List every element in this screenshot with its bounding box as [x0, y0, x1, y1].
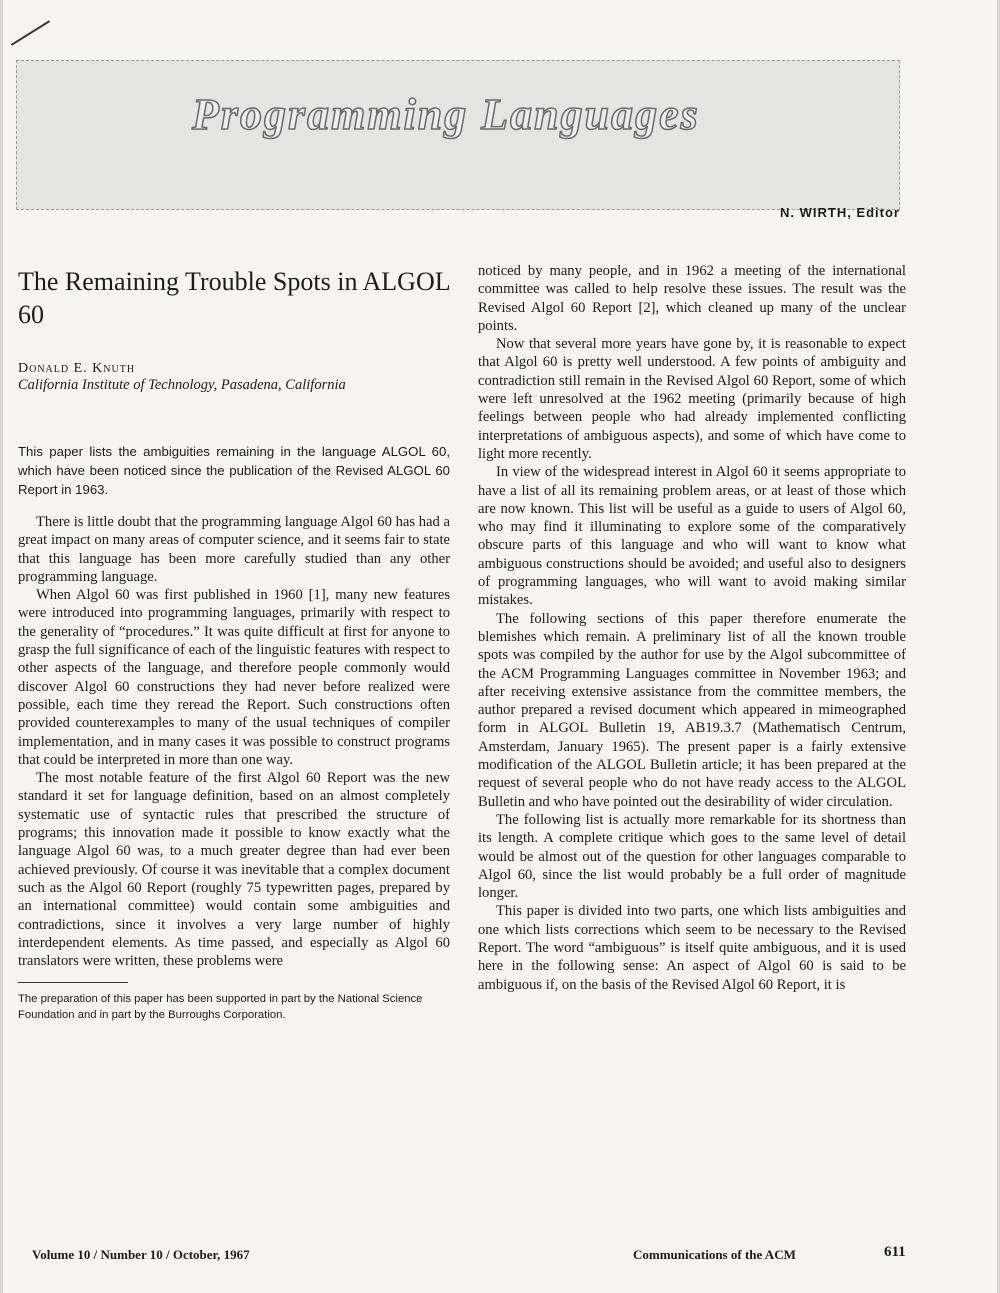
journal-name: Communications of the ACM	[633, 1247, 796, 1262]
body-paragraph: In view of the widespread interest in Algol 60 it seems appropriate to have a list of all its remaining problem areas, or at least of those which are now known. This list will be useful as a guide to users of Algol 60, who may find it illuminating to explore some of the comparatively obscure parts of this language and who will want to know what ambiguous constructions should be avoided; and useful also to designers of programming languages, who will want to avoid making similar mistakes.	[478, 464, 906, 609]
right-column	[478, 262, 906, 994]
author-affiliation: California Institute of Technology, Pasadena, California	[18, 377, 346, 393]
author-name: Donald E. Knuth	[18, 361, 136, 376]
body-paragraph: This paper is divided into two parts, one which lists ambiguities and one which lists corrections which seem to be necessary to the Revised Report. The word “ambiguous” is itself quite ambiguous, and it is used here in the following sense: An aspect of Algol 60 is said to be ambiguous if, on the basis of the Revised Algol 60 Report, it is	[478, 903, 906, 993]
left-column	[18, 265, 450, 1023]
body-paragraph: noticed by many people, and in 1962 a meeting of the international committee was called to help resolve these issues. The result was the Revised Algol 60 Report [2], which cleaned up many of the unclear points.	[478, 263, 906, 334]
body-paragraph: The most notable feature of the first Algol 60 Report was the new standard it set for language definition, based on an almost completely systematic use of syntactic rules that prescribed the structure of programs; this innovation made it possible to know exactly what the language Algol 60 was, to a much greater degree than had ever been achieved previously. Of course it was inevitable that a complex document such as the Algol 60 Report (roughly 75 typewritten pages, prepared by an international committee) would contain some ambiguities and contradictions, since it involves a very large number of highly interdependent elements. As time passed, and especially as Algol 60 translators were written, these problems were	[18, 770, 450, 970]
body-paragraph: Now that several more years have gone by, it is reasonable to expect that Algol 60 is pretty well understood. A few points of ambiguity and contradiction still remain in the Revised Algol 60 Report, some of which were left unresolved at the 1962 meeting (primarily because of high feelings between people who had already implemented conflicting interpretations of ambiguous aspects), and some of which have come to light more recently.	[478, 336, 906, 462]
section-title: Programming Languages	[192, 90, 700, 139]
article-title: The Remaining Trouble Spots in ALGOL 60	[18, 267, 450, 329]
section-banner	[16, 60, 900, 210]
footnote-rule	[18, 982, 128, 983]
footnote: The preparation of this paper has been supported in part by the National Science Foundation and in part by the Burroughs Corporation.	[18, 993, 423, 1022]
body-paragraph: There is little doubt that the programming language Algol 60 has had a great impact on many areas of computer science, and it seems fair to state that this language has been more carefully studied than any other programming language.	[18, 514, 450, 585]
page-edge-left	[0, 0, 3, 1293]
body-paragraph: The following list is actually more remarkable for its shortness than its length. A complete critique which goes to the same level of detail would be almost out of the question for other languages comparable to Algol 60, since the list would probably be a full order of magnitude longer.	[478, 811, 906, 902]
abstract: This paper lists the ambiguities remaining in the language ALGOL 60, which have been noticed since the publication of the Revised ALGOL 60 Report in 1963.	[18, 444, 450, 497]
page-number: 611	[884, 1244, 906, 1260]
editor-credit: N. WIRTH, Editor	[780, 205, 900, 220]
issue-info: Volume 10 / Number 10 / October, 1967	[32, 1247, 250, 1262]
body-paragraph: The following sections of this paper therefore enumerate the blemishes which remain. A preliminary list of all the known trouble spots was compiled by the author for use by the Algol subcommittee of the ACM Programming Languages committee in November 1963; and after receiving extensive assistance from the committee members, the author prepared a revised document which appeared in mimeographed form in ALGOL Bulletin 19, AB19.3.7 (Mathematisch Centrum, Amsterdam, January 1965). The present paper is a fairly extensive modification of the ALGOL Bulletin article; it has been prepared at the request of several people who do not have ready access to the ALGOL Bulletin and who have pointed out the desirability of wider circulation.	[478, 610, 906, 810]
body-paragraph: When Algol 60 was first published in 1960 [1], many new features were introduced into programming languages, primarily with respect to the generality of “procedures.” It was quite difficult at first for anyone to grasp the full significance of each of the linguistic features with respect to other aspects of the language, and therefore people commonly would discover Algol 60 constructions they had never before realized were possible, each time they reread the Report. Such constructions often provided counterexamples to many of the usual techniques of compiler implementation, and in many cases it was possible to construct programs that could be interpreted in more than one way.	[18, 587, 450, 768]
pencil-mark	[11, 20, 50, 46]
